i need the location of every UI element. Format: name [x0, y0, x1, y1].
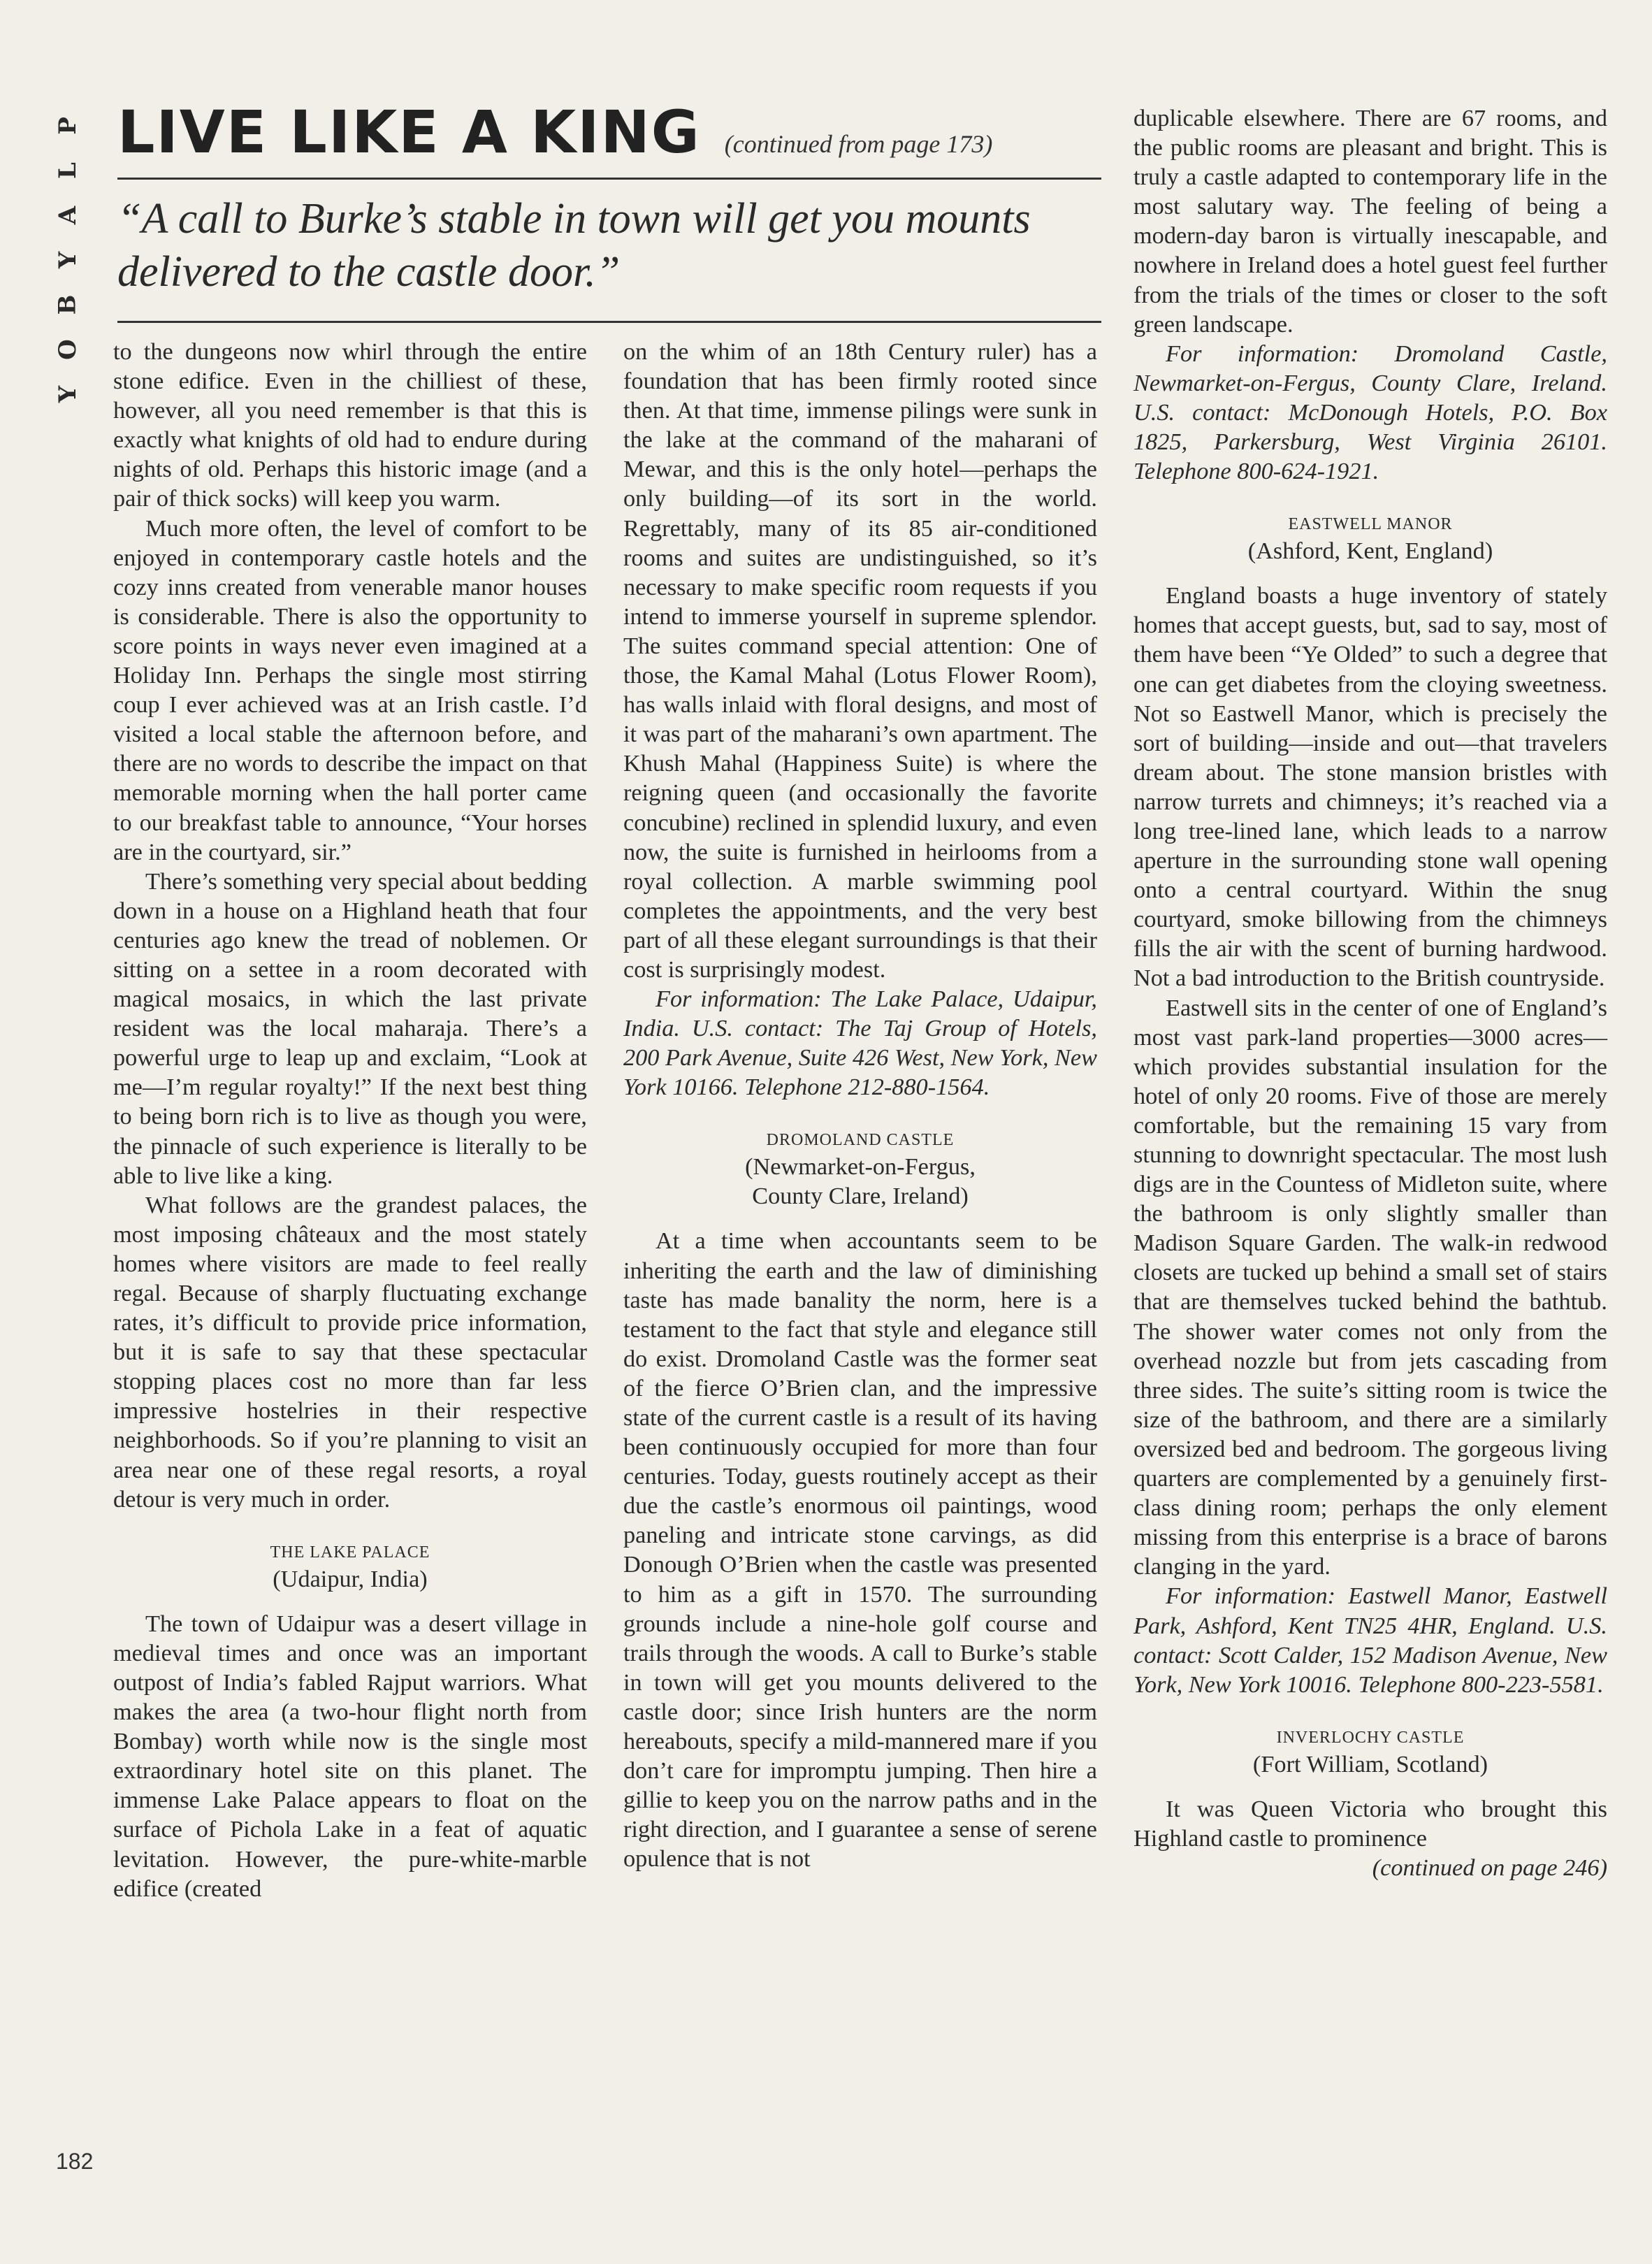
column-1: [113, 337, 587, 1903]
continued-from-note: (continued from page 173): [724, 130, 993, 158]
page-number: 182: [56, 2149, 94, 2174]
continued-on-note: (continued on page 246): [1372, 1854, 1607, 1881]
section-location: (Fort William, Scotland): [1252, 1750, 1488, 1778]
section-title: EASTWELL MANOR: [1288, 515, 1453, 534]
section-title: THE LAKE PALACE: [270, 1543, 430, 1562]
paragraph: Eastwell sits in the center of one of England’s most vast park-land properties—3000 acres—which provides substantial insulation for the hotel of only 20 rooms. Five of those are merely comfortable, but the remaining 15 vary from stunning to downright spectacular. The most lush digs are in the Countess of Midleton suite, where the bathroom is only slightly smaller than Madison Square Garden. The walk-in redwood closets are tucked up behind a small set of stairs that are themselves tucked behind the bathtub. The shower water comes not only from the overhead nozzle but from jets cascading from three sides. The suite’s sitting room is twice the size of the bathroom, and there are a similarly oversized bed and bedroom. The gorgeous living quarters are complemented by a genuinely first-class dining room; perhaps the only element missing from this enterprise is a brace of barons clanging in the yard.: [1133, 994, 1607, 1580]
info-paragraph: For information: Eastwell Manor, Eastwell Park, Ashford, Kent TN25 4HR, England. U.S. contact: Scott Calder, 152 Madison Avenue, New York, New York 10016. Telephone 800-223-5581.: [1133, 1582, 1607, 1698]
info-paragraph: For information: The Lake Palace, Udaipur, India. U.S. contact: The Taj Group of Hotels, 200 Park Avenue, Suite 426 West, New York, New York 10166. Telephone 212-880-1564.: [623, 986, 1097, 1101]
paragraph: Much more often, the level of comfort to be enjoyed in contemporary castle hotels and the cozy inns created from venerable manor houses is considerable. There is also the opportunity to score points in ways never even imagined at a Holiday Inn. Perhaps the single most stirring coup I ever achieved was at an Irish castle. I’d visited a local stable the afternoon before, and there are no words to describe the impact on that memorable morning when the hall porter came to our breakfast table to announce, “Your horses are in the courtyard, sir.”: [113, 514, 587, 865]
column-2: [623, 337, 1097, 1874]
section-location: County Clare, Ireland): [752, 1183, 969, 1210]
divider-top: [117, 178, 1101, 180]
paragraph: There’s something very special about bedding down in a house on a Highland heath that four centuries ago knew the tread of noblemen. Or sitting on a settee in a room decorated with magical mosaics, in which the last private resident was the local maharaja. There’s a powerful urge to leap up and exclaim, “Look at me—I’m regular royalty!” If the next best thing to being born rich is to live as though you were, the pinnacle of such experience is literally to be able to live like a king.: [113, 867, 587, 1189]
paragraph: on the whim of an 18th Century ruler) has a foundation that has been firmly rooted since then. At that time, immense pilings were sunk in the lake at the command of the maharani of Mewar, and this is the only hotel—perhaps the only building—of its sort in the world. Regrettably, many of its 85 air-conditioned rooms and suites are undistinguished, so it’s necessary to make specific room requests if you intend to immerse yourself in supreme splendor. The suites command special attention: One of those, the Kamal Mahal (Lotus Flower Room), has walls inlaid with floral designs, and most of it was part of the maharani’s own apartment. The Khush Mahal (Happiness Suite) is where the reigning queen (and occasionally the favorite concubine) reclined in splendid luxury, and even now, the suite is furnished in heirlooms from a royal collection. A marble swimming pool completes the appointments, and the very best part of all these elegant surroundings is that their cost is surprisingly modest.: [623, 338, 1097, 983]
section-heading: [113, 1541, 587, 1594]
section-title: INVERLOCHY CASTLE: [1276, 1728, 1465, 1747]
paragraph: What follows are the grandest palaces, the most imposing châteaux and the most stately homes where visitors are made to feel really regal. Because of sharply fluctuating exchange rates, it’s difficult to provide price information, but it is safe to say that these spectacular stopping places cost no more than far less impressive hostelries in their respective neighborhoods. So if you’re planning to visit an area near one of these regal resorts, a royal detour is very much in order.: [113, 1191, 587, 1513]
article-headline: [117, 98, 1104, 166]
section-heading: [1133, 512, 1607, 565]
section-title: DROMOLAND CASTLE: [766, 1131, 955, 1150]
paragraph: duplicable elsewhere. There are 67 rooms, and the public rooms are pleasant and bright. This is truly a castle adapted to contemporary life in the most salutary way. The feeling of being a modern-day baron is virtually inescapable, and nowhere in Ireland does a hotel guest feel further from the trials of the times or closer to the soft green landscape.: [1133, 105, 1607, 338]
section-location: (Udaipur, India): [273, 1565, 428, 1592]
paragraph: England boasts a huge inventory of stately homes that accept guests, but, sad to say, most of them have been “Ye Olded” to such a degree that one can get diabetes from the cloying sweetness. Not so Eastwell Manor, which is precisely the sort of building—inside and out—that travelers dream about. The stone mansion bristles with narrow turrets and chimneys; it’s reached via a long tree-lined lane, which leads to a narrow aperture in the surrounding stone wall opening onto a central courtyard. Within the snug courtyard, smoke billowing from the chimneys fills the air with the scent of burning hardwood. Not a bad introduction to the British countryside.: [1133, 582, 1607, 992]
paragraph: to the dungeons now whirl through the entire stone edifice. Even in the chilliest of these, however, all you need remember is that this is exactly what knights of old had to endure during nights of old. Perhaps this historic image (and a pair of thick socks) will keep you warm.: [113, 338, 587, 512]
section-heading: [1133, 1726, 1607, 1779]
pull-quote-line: “A call to Burke’s stable in town will get you mounts: [117, 195, 1031, 243]
pull-quote-line: delivered to the castle door.”: [117, 248, 621, 296]
section-heading: [623, 1128, 1097, 1211]
column-3: [1133, 103, 1607, 1882]
paragraph: At a time when accountants seem to be inheriting the earth and the law of diminishing taste has made banality the norm, here is a testament to the fact that style and elegance still do exist. Dromoland Castle was the former seat of the fierce O’Brien clan, and the impressive state of the current castle is a result of its having been continuously occupied for more than four centuries. Today, guests routinely accept as their due the castle’s enormous oil paintings, wood paneling and intricate stone carvings, as did Donough O’Brien when the castle was presented to him as a gift in 1570. The surrounding grounds include a nine-hole golf course and trails through the woods. A call to Burke’s stable in town will get you mounts delivered to the castle door; since Irish hunters are the norm hereabouts, specify a mild-mannered mare if you don’t care for impromptu jumping. Then hire a gillie to keep you on the narrow paths and in the right direction, and I guarantee a sense of serene opulence that is not: [623, 1227, 1097, 1873]
paragraph: The town of Udaipur was a desert village in medieval times and once was an important outpost of India’s fabled Rajput warriors. What makes the area (a two-hour flight north from Bombay) worth while now is the single most extraordinary hotel site on this planet. The immense Lake Palace appears to float on the surface of Pichola Lake in a feat of aquatic levitation. However, the pure-white-marble edifice (created: [113, 1610, 587, 1902]
info-paragraph: For information: Dromoland Castle, Newmarket-on-Fergus, County Clare, Ireland. U.S. contact: McDonough Hotels, P.O. Box 1825, Parkersburg, West Virginia 26101. Telephone 800-624-1921.: [1133, 340, 1607, 485]
section-location: (Ashford, Kent, England): [1247, 538, 1493, 565]
paragraph: It was Queen Victoria who brought this Highland castle to prominence: [1133, 1795, 1607, 1852]
section-location: (Newmarket-on-Fergus,: [745, 1153, 976, 1181]
magazine-name-vertical: P L A Y B O Y: [53, 117, 82, 403]
article-title: LIVE LIKE A KING: [117, 98, 701, 166]
pull-quote: [117, 192, 1103, 298]
divider-bottom: [117, 321, 1101, 323]
